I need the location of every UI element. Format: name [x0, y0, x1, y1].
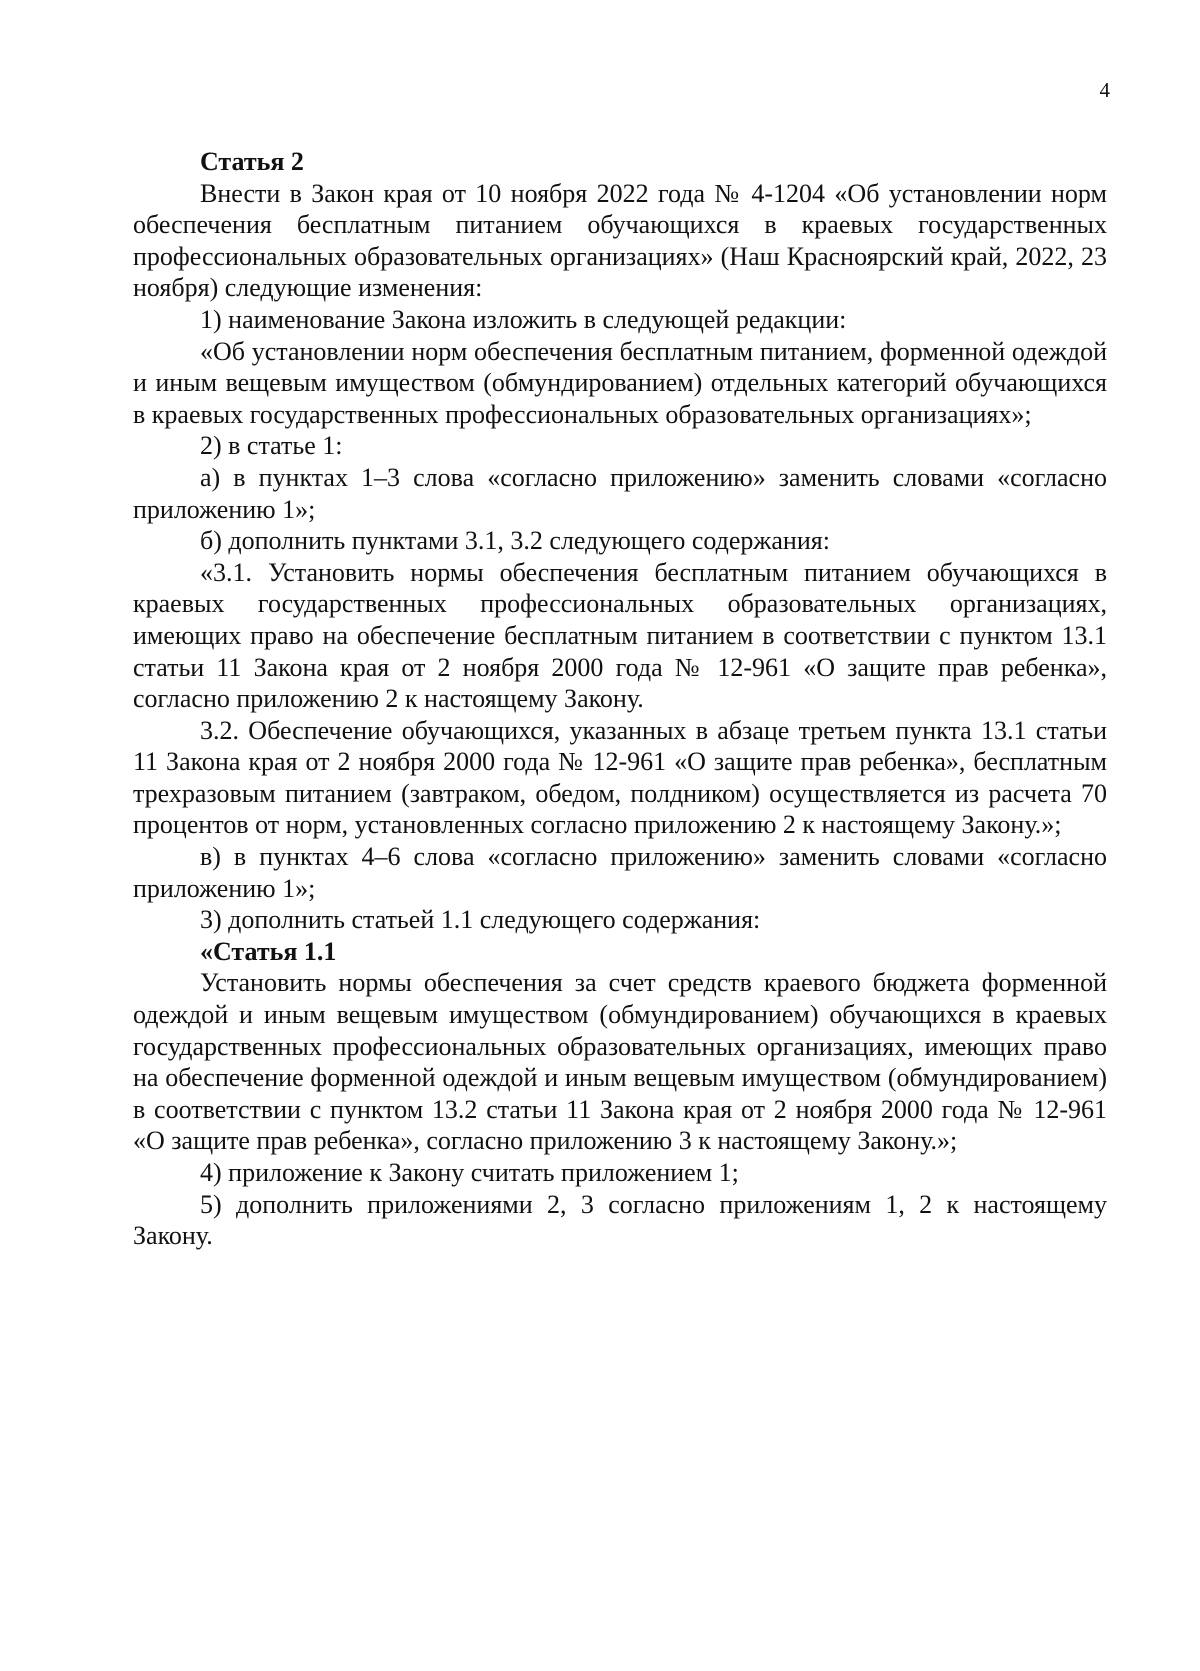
- paragraph-point-3-1: «3.1. Установить нормы обеспечения бесплатным питанием обучающихся в краевых государственных профессиональных образовательных организациях, имеющих право на обеспечение бесплатным питанием в соответствии с пунктом 13.1 статьи 11 Закона края от 2 ноября 2000 года № 12-961 «О защите прав ребенка», согласно приложению 2 к настоящему Закону.: [133, 557, 1107, 714]
- page-number: 4: [1099, 78, 1110, 102]
- paragraph-item-3: 3) дополнить статьей 1.1 следующего содержания:: [200, 905, 761, 935]
- paragraph-item-2: 2) в статье 1:: [200, 431, 343, 461]
- paragraph-item-2a: а) в пунктах 1–3 слова «согласно приложению» заменить словами «согласно приложению 1»;: [133, 462, 1107, 524]
- paragraph-item-5: 5) дополнить приложениями 2, 3 согласно приложениям 1, 2 к настоящему Закону.: [133, 1189, 1107, 1251]
- article-heading: Статья 2: [200, 147, 304, 176]
- document-body: [133, 146, 1107, 1252]
- paragraph-item-2c: в) в пунктах 4–6 слова «согласно приложению» заменить словами «согласно приложению 1»;: [133, 842, 1107, 903]
- paragraph-intro: Внести в Закон края от 10 ноября 2022 года № 4-1204 «Об установлении норм обеспечения бесплатным питанием обучающихся в краевых государственных профессиональных образовательных организациях» (Наш Красноярский край, 2022, 23 ноября) следующие изменения:: [133, 178, 1107, 303]
- paragraph-item-1: 1) наименование Закона изложить в следующей редакции:: [200, 304, 847, 334]
- paragraph-new-title: «Об установлении норм обеспечения бесплатным питанием, форменной одеждой и иным вещевым имуществом (обмундированием) отдельных категорий обучающихся в краевых государственных профессиональных образовательных организациях»;: [133, 336, 1107, 429]
- paragraph-item-4: 4) приложение к Закону считать приложением 1;: [200, 1158, 739, 1187]
- paragraph-article-1-1: Установить нормы обеспечения за счет средств краевого бюджета форменной одеждой и иным вещевым имуществом (обмундированием) обучающихся в краевых государственных профессиональных образовательных организациях, имеющих право на обеспечение форменной одеждой и иным вещевым имуществом (обмундированием) в соответствии с пунктом 13.2 статьи 11 Закона края от 2 ноября 2000 года № 12-961 «О защите прав ребенка», согласно приложению 3 к настоящему Закону.»;: [133, 968, 1107, 1156]
- paragraph-point-3-2: 3.2. Обеспечение обучающихся, указанных в абзаце третьем пункта 13.1 статьи 11 Закона края от 2 ноября 2000 года № 12-961 «О защите прав ребенка», бесплатным трехразовым питанием (завтраком, обедом, полдником) осуществляется из расчета 70 процентов от норм, установленных согласно приложению 2 к настоящему Закону.»;: [133, 715, 1107, 840]
- sub-article-heading: «Статья 1.1: [200, 936, 337, 966]
- paragraph-item-2b: б) дополнить пунктами 3.1, 3.2 следующего содержания:: [200, 526, 830, 556]
